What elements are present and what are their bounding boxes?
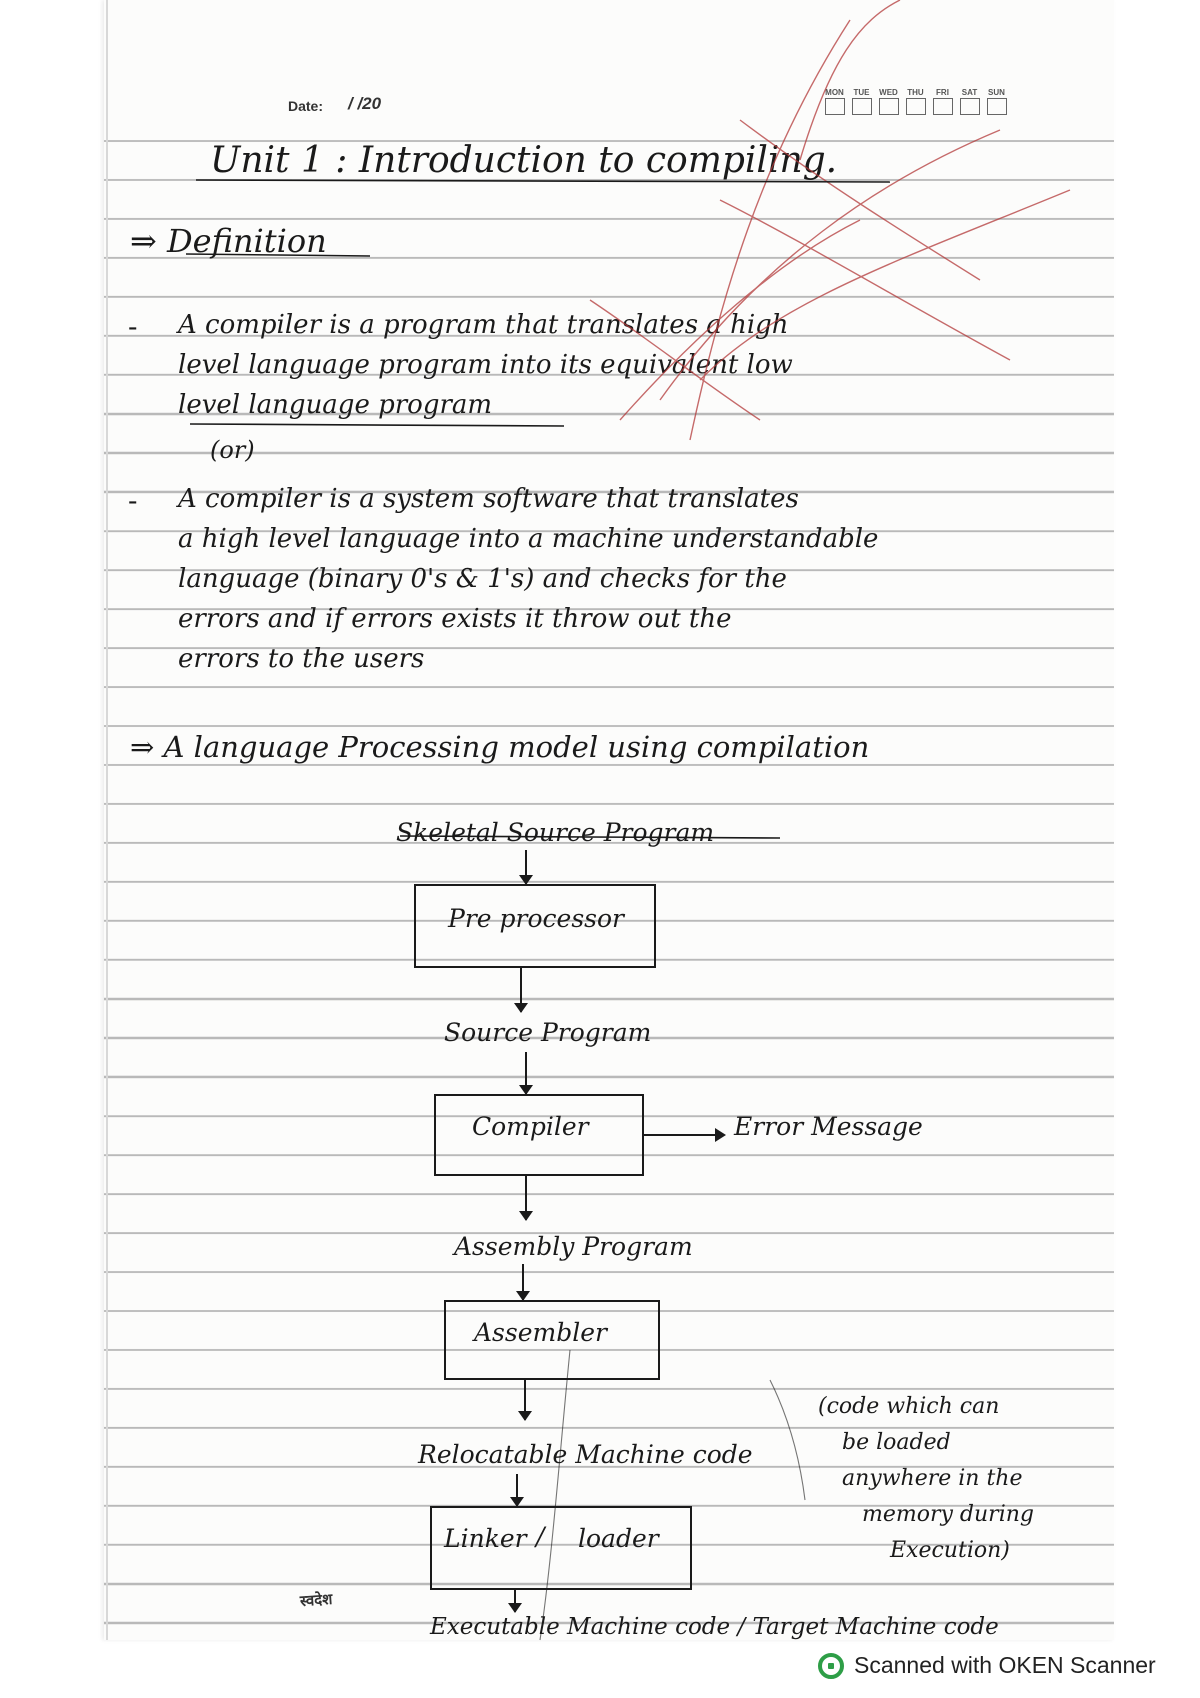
skeletal-source-label: Skeletal Source Program bbox=[396, 818, 715, 847]
relocatable-note-line: (code which can bbox=[818, 1394, 1000, 1419]
flow-arrow bbox=[522, 1264, 524, 1300]
para1-line: level language program bbox=[178, 390, 493, 420]
para2-line: language (binary 0's & 1's) and checks for the bbox=[178, 564, 787, 594]
flow-arrow bbox=[516, 1474, 518, 1506]
relocatable-note-line: Execution) bbox=[890, 1538, 1010, 1563]
flow-arrow bbox=[525, 850, 527, 884]
preprocessor-label: Pre processor bbox=[448, 904, 624, 933]
or-text: (or) bbox=[210, 436, 255, 464]
flow-arrow bbox=[514, 1590, 516, 1612]
bullet-dash: - bbox=[128, 310, 138, 343]
definition-heading: ⇒ Definition bbox=[130, 222, 327, 260]
page-stamp: स्वदेश bbox=[299, 1589, 333, 1611]
flow-arrow bbox=[525, 1176, 527, 1220]
date-label: Date: bbox=[288, 98, 324, 114]
linker-label: Linker bbox=[444, 1524, 527, 1553]
weekday-boxes bbox=[823, 88, 1008, 115]
day-fri: FRI bbox=[931, 88, 954, 115]
loader-label: loader bbox=[578, 1524, 659, 1553]
assembler-label: Assembler bbox=[474, 1318, 607, 1347]
day-thu: THU bbox=[904, 88, 927, 115]
model-heading: ⇒ A language Processing model using compilation bbox=[130, 730, 870, 764]
relocatable-note-line: memory during bbox=[862, 1502, 1034, 1527]
para2-line: a high level language into a machine understandable bbox=[178, 524, 879, 554]
compiler-label: Compiler bbox=[472, 1112, 589, 1141]
day-sun: SUN bbox=[985, 88, 1008, 115]
scanner-watermark-text: Scanned with OKEN Scanner bbox=[854, 1652, 1156, 1678]
day-tue: TUE bbox=[850, 88, 873, 115]
para1-line: A compiler is a program that translates a high bbox=[178, 310, 789, 340]
para2-line: errors to the users bbox=[178, 644, 425, 674]
assembly-program-label: Assembly Program bbox=[454, 1232, 693, 1261]
page-header-area bbox=[104, 0, 1114, 140]
relocatable-note-line: anywhere in the bbox=[842, 1466, 1023, 1491]
flow-arrow bbox=[520, 968, 522, 1012]
margin-line bbox=[106, 0, 108, 1640]
day-sat: SAT bbox=[958, 88, 981, 115]
error-message-label: Error Message bbox=[734, 1112, 923, 1141]
relocatable-note-line: be loaded bbox=[842, 1430, 951, 1455]
para1-line: level language program into its equivalent low bbox=[178, 350, 793, 380]
scanner-watermark bbox=[818, 1652, 1156, 1679]
date-value: / /20 bbox=[348, 94, 382, 113]
para2-line: A compiler is a system software that translates bbox=[178, 484, 799, 514]
source-program-label: Source Program bbox=[444, 1018, 652, 1047]
flow-arrow bbox=[524, 1380, 526, 1420]
day-wed: WED bbox=[877, 88, 900, 115]
para2-line: errors and if errors exists it throw out the bbox=[178, 604, 732, 634]
flow-arrow bbox=[525, 1052, 527, 1094]
executable-code-label: Executable Machine code / Target Machine code bbox=[430, 1614, 999, 1640]
slash-divider: / bbox=[536, 1522, 545, 1551]
relocatable-code-label: Relocatable Machine code bbox=[418, 1440, 753, 1469]
preprocessor-box bbox=[414, 884, 656, 968]
oken-logo-icon bbox=[818, 1653, 844, 1679]
assembler-box bbox=[444, 1300, 660, 1380]
compiler-box bbox=[434, 1094, 644, 1176]
day-mon: MON bbox=[823, 88, 846, 115]
error-arrow bbox=[644, 1134, 724, 1136]
bullet-dash: - bbox=[128, 484, 138, 517]
linker-loader-box bbox=[430, 1506, 692, 1590]
page-title: Unit 1 : Introduction to compiling. bbox=[210, 140, 838, 181]
